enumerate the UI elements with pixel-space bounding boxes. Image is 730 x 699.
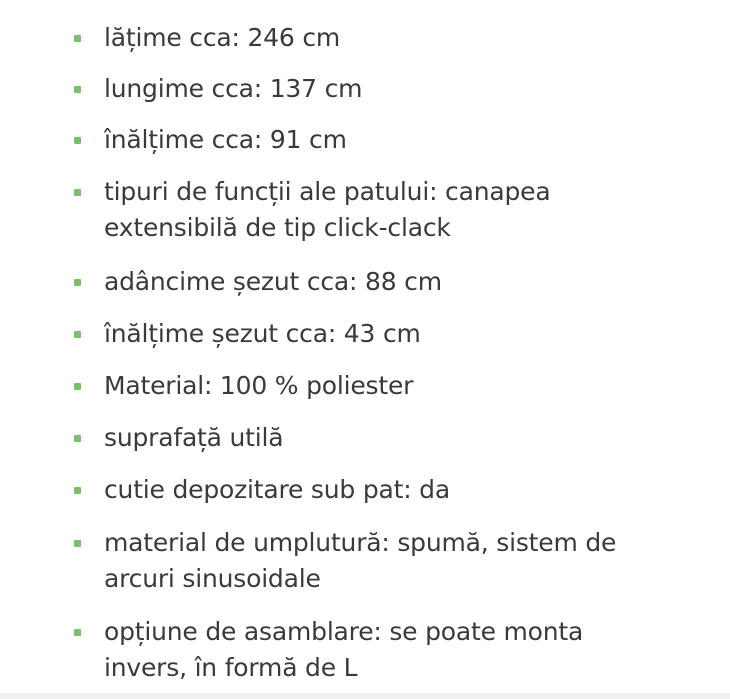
- spec-text: opțiune de asamblare: se poate monta invers, în formă de L: [104, 617, 584, 682]
- spec-text: înălțime șezut cca: 43 cm: [104, 319, 421, 348]
- bullet-icon: [74, 189, 81, 196]
- bullet-icon: [74, 629, 81, 636]
- spec-text: adâncime șezut cca: 88 cm: [104, 267, 442, 296]
- spec-text: suprafață utilă: [104, 423, 284, 452]
- clipped-text-fragment: [100, 0, 140, 4]
- bottom-divider: [0, 693, 730, 699]
- bullet-icon: [74, 279, 81, 286]
- bullet-icon: [74, 383, 81, 390]
- bullet-icon: [74, 137, 81, 144]
- spec-text: lățime cca: 246 cm: [104, 23, 341, 52]
- bullet-icon: [74, 331, 81, 338]
- bullet-icon: [74, 540, 81, 547]
- bullet-icon: [74, 35, 81, 42]
- spec-text: material de umplutură: spumă, sistem de arcuri sinusoidale: [104, 528, 617, 593]
- spec-text: înălțime cca: 91 cm: [104, 125, 347, 154]
- bullet-icon: [74, 86, 81, 93]
- bullet-icon: [74, 487, 81, 494]
- spec-text: tipuri de funcții ale patului: canapea extensibilă de tip click-clack: [104, 177, 551, 242]
- spec-text: cutie depozitare sub pat: da: [104, 475, 450, 504]
- spec-text: lungime cca: 137 cm: [104, 74, 363, 103]
- bullet-icon: [74, 435, 81, 442]
- spec-text: Material: 100 % poliester: [104, 371, 414, 400]
